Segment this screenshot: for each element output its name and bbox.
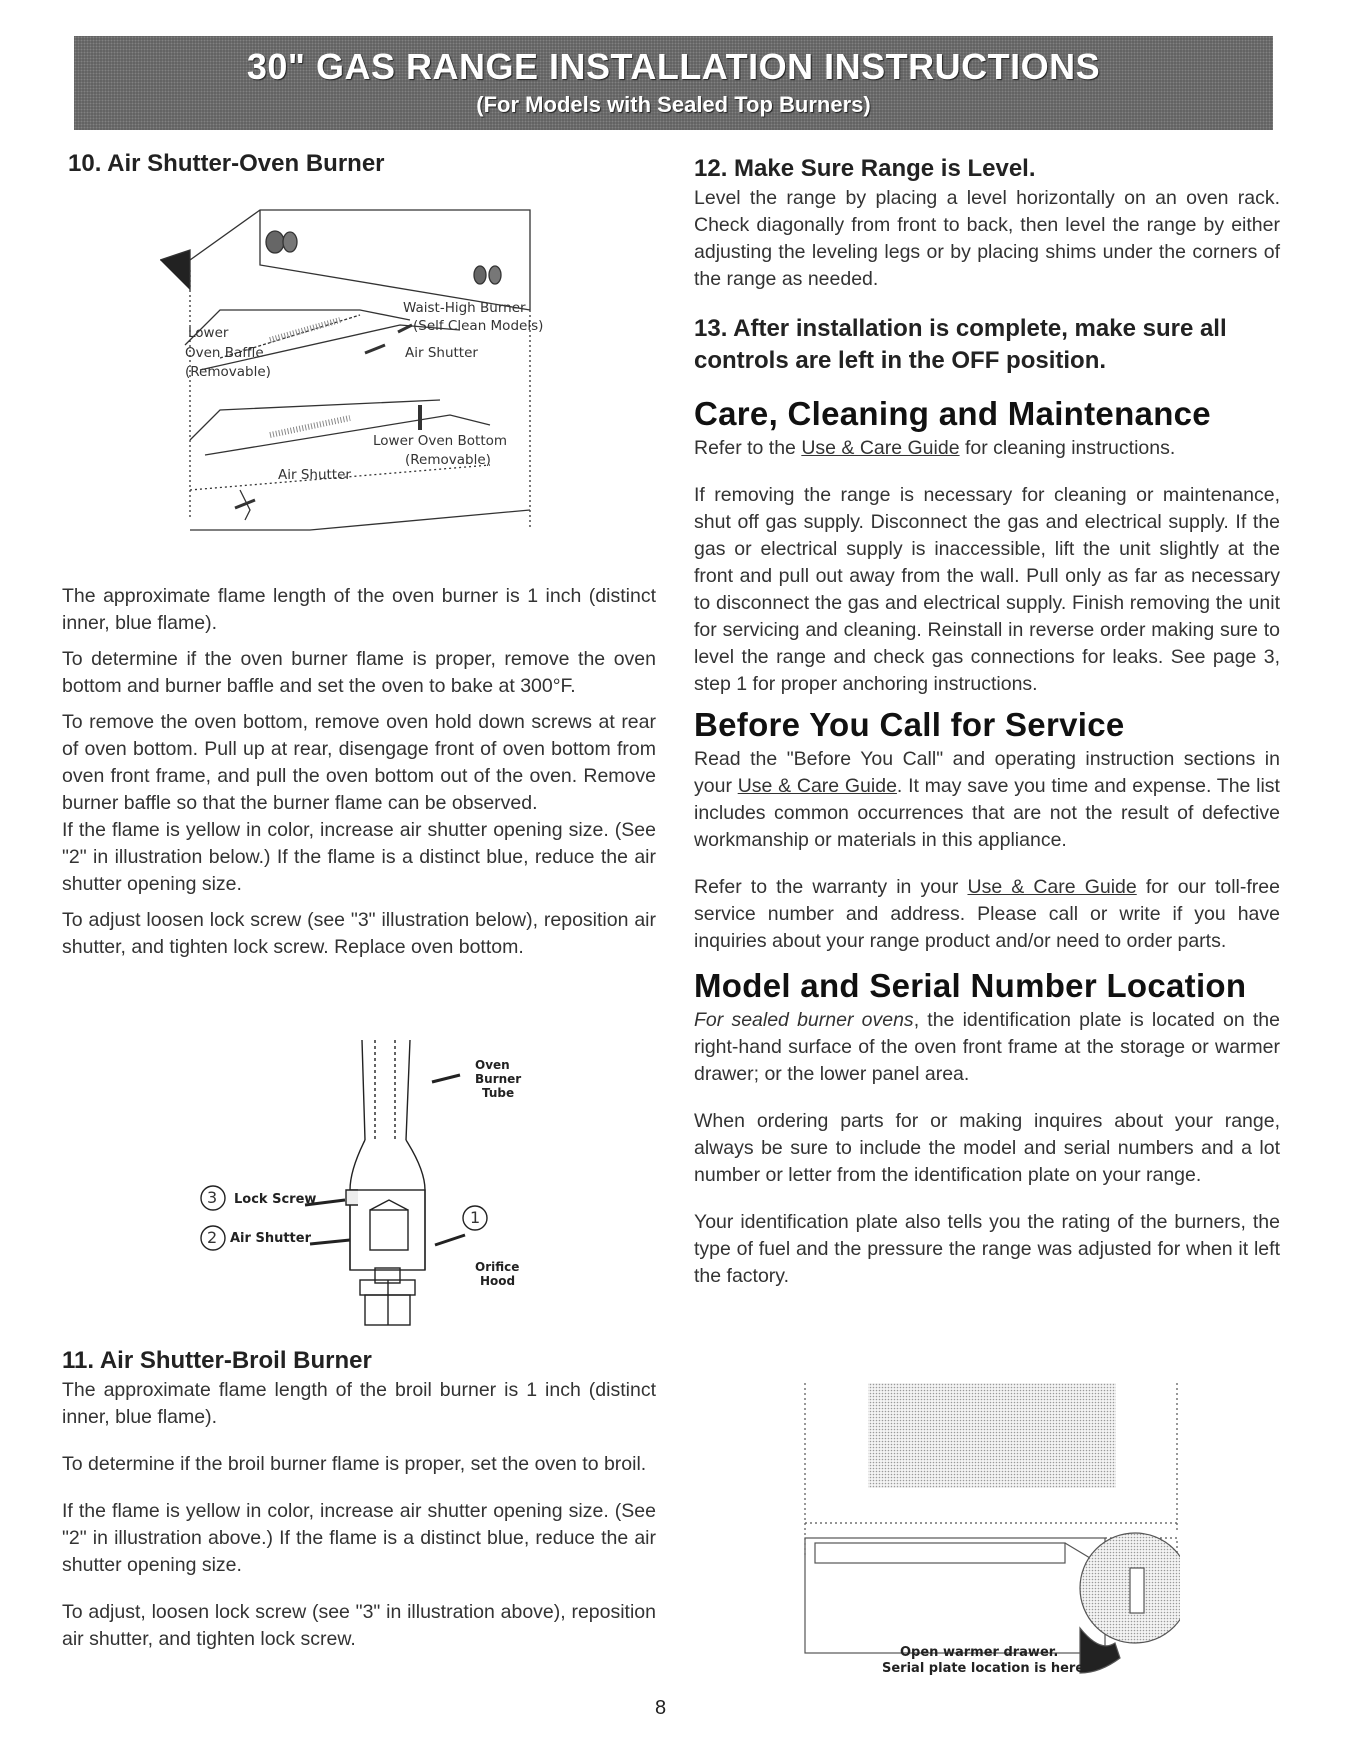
before-call-pre: Read the "Before You Call" and operating instruction sections in your bbox=[694, 748, 1280, 797]
oven-flame-yellow-text: If the flame is yellow in color, increase air shutter opening size. (See "2" in illustration below.) If the flame is a distinct blue, reduce the air shutter opening size. bbox=[62, 819, 656, 895]
air-shutter-illustration bbox=[170, 1040, 570, 1330]
label-lock-screw: Lock Screw bbox=[234, 1192, 317, 1207]
page-subtitle: (For Models with Sealed Top Burners) bbox=[476, 92, 871, 117]
oven-burner-illustration bbox=[160, 190, 544, 560]
section-13-heading: 13. After installation is complete, make sure all controls are left in the OFF position. bbox=[694, 315, 1227, 374]
care-refer-pre: Refer to the bbox=[694, 437, 802, 459]
care-refer-text bbox=[694, 435, 1280, 462]
oven-flame-proper-text: To determine if the oven burner flame is proper, remove the oven bottom and burner baffle and set the oven to bake at 300°F. bbox=[62, 648, 656, 697]
page-number: 8 bbox=[655, 1697, 667, 1719]
level-range-text: Level the range by placing a level horizontally on an oven rack. Check diagonally from front to back, then level the range by either adjusting the leveling legs or by placing shims under the corners of the range as needed. bbox=[694, 187, 1280, 290]
label-tube: Tube bbox=[482, 1086, 515, 1100]
removing-range-text: If removing the range is necessary for cleaning or maintenance, shut off gas supply. Disconnect the gas and electrical supply. If the gas or electrical supply is inaccessible, lift the unit slightly at the front and pull out away from the wall. Pull only as far as necessary to disconnect the gas and electrical supply. Finish removing the unit for servicing and cleaning. Reinstall in reverse order making sure to level the range and check gas connections for leaks. See page 3, step 1 for proper anchoring instructions. bbox=[694, 484, 1280, 695]
section-12-heading: 12. Make Sure Range is Level. bbox=[694, 155, 1036, 182]
id-plate-location-post: , the identification plate is located on the right-hand surface of the oven front frame at the storage or warmer drawer; or the lower panel area. bbox=[694, 1009, 1280, 1085]
label-burner: Burner bbox=[475, 1072, 522, 1086]
before-service-heading: Before You Call for Service bbox=[694, 706, 1125, 743]
label-orifice: Orifice bbox=[475, 1260, 520, 1274]
callout-number-2: 2 bbox=[207, 1228, 218, 1247]
section-10-heading: 10. Air Shutter-Oven Burner bbox=[68, 150, 385, 177]
sealed-burner-emphasis: For sealed burner ovens bbox=[694, 1009, 914, 1031]
oven-flame-length-text: The approximate flame length of the oven burner is 1 inch (distinct inner, blue flame). bbox=[62, 585, 656, 634]
right-column bbox=[694, 155, 1280, 1290]
warranty-post: for our toll-free service number and address. Please call or write if you have inquiries about your range product and/or need to order parts. bbox=[694, 876, 1280, 952]
callout-number-3: 3 bbox=[207, 1188, 218, 1207]
section-11 bbox=[62, 1347, 656, 1653]
label-hood: Hood bbox=[480, 1274, 516, 1288]
oven-adjust-text: To adjust loosen lock screw (see "3" illustration below), reposition air shutter, and tighten lock screw. Replace oven bottom. bbox=[62, 909, 656, 958]
title-banner bbox=[74, 36, 1273, 130]
label-air-shutter: Air Shutter bbox=[230, 1231, 311, 1246]
label-waist-high-burner: Waist-High Burner bbox=[403, 300, 526, 316]
callout-number-1: 1 bbox=[470, 1208, 481, 1227]
caption-serial-plate-location: Serial plate location is here bbox=[882, 1661, 1085, 1676]
label-removable-baffle: (Removable) bbox=[185, 364, 271, 380]
use-care-guide-link-2[interactable]: Use & Care Guide bbox=[737, 775, 897, 797]
use-care-guide-link-3[interactable]: Use & Care Guide bbox=[967, 876, 1137, 898]
left-text-block-1 bbox=[62, 583, 656, 961]
warranty-text bbox=[694, 874, 1280, 955]
label-lower-oven-bottom: Lower Oven Bottom bbox=[373, 433, 508, 449]
left-column bbox=[62, 150, 658, 178]
before-call-post: . It may save you time and expense. The list includes common occurrences that are not the result of defective workmanship or materials in this appliance. bbox=[694, 775, 1280, 851]
label-air-shutter-top: Air Shutter bbox=[405, 345, 478, 361]
id-plate-rating-text: Your identification plate also tells you the rating of the burners, the type of fuel and the pressure the range was adjusted for when it left the factory. bbox=[694, 1211, 1280, 1287]
label-oven: Oven bbox=[475, 1058, 510, 1072]
label-air-shutter-bottom: Air Shutter bbox=[278, 467, 351, 483]
care-refer-post: for cleaning instructions. bbox=[959, 437, 1176, 459]
section-11-heading: 11. Air Shutter-Broil Burner bbox=[62, 1347, 372, 1374]
page-title: 30" GAS RANGE INSTALLATION INSTRUCTIONS bbox=[246, 46, 1101, 87]
label-oven-baffle: Oven Baffle bbox=[185, 345, 264, 361]
caption-open-warmer-drawer: Open warmer drawer. bbox=[900, 1645, 1059, 1660]
broil-flame-proper-text: To determine if the broil burner flame is proper, set the oven to broil. bbox=[62, 1453, 647, 1475]
warmer-drawer-illustration bbox=[800, 1383, 1180, 1683]
use-care-guide-link[interactable]: Use & Care Guide bbox=[801, 437, 960, 459]
broil-flame-yellow-text: If the flame is yellow in color, increase air shutter opening size. (See "2" in illustration above.) If the flame is a distinct blue, reduce the air shutter opening size. bbox=[62, 1500, 656, 1576]
id-plate-location-text bbox=[694, 1007, 1280, 1088]
broil-adjust-text: To adjust, loosen lock screw (see "3" in illustration above), reposition air shutter, and tighten lock screw. bbox=[62, 1601, 656, 1650]
warmer-drawer-diagram bbox=[800, 1383, 1180, 1683]
remove-oven-bottom-text: To remove the oven bottom, remove oven hold down screws at rear of oven bottom. Pull up at rear, disengage front of oven bottom from oven front frame, and pull the oven bottom out of the oven. Remove burner baffle so that the burner flame can be observed. bbox=[62, 711, 656, 814]
label-lower: Lower bbox=[188, 325, 229, 341]
model-serial-heading: Model and Serial Number Location bbox=[694, 967, 1247, 1004]
ordering-parts-text: When ordering parts for or making inquires about your range, always be sure to include the model and serial numbers and a lot number or letter from the identification plate on your range. bbox=[694, 1110, 1280, 1186]
before-call-text bbox=[694, 746, 1280, 854]
label-removable-bottom: (Removable) bbox=[405, 452, 491, 468]
label-self-clean-models: (Self Clean Models) bbox=[413, 318, 544, 334]
care-cleaning-heading: Care, Cleaning and Maintenance bbox=[694, 395, 1211, 432]
warranty-pre: Refer to the warranty in your bbox=[694, 876, 968, 898]
broil-flame-length-text: The approximate flame length of the broil burner is 1 inch (distinct inner, blue flame). bbox=[62, 1379, 656, 1428]
